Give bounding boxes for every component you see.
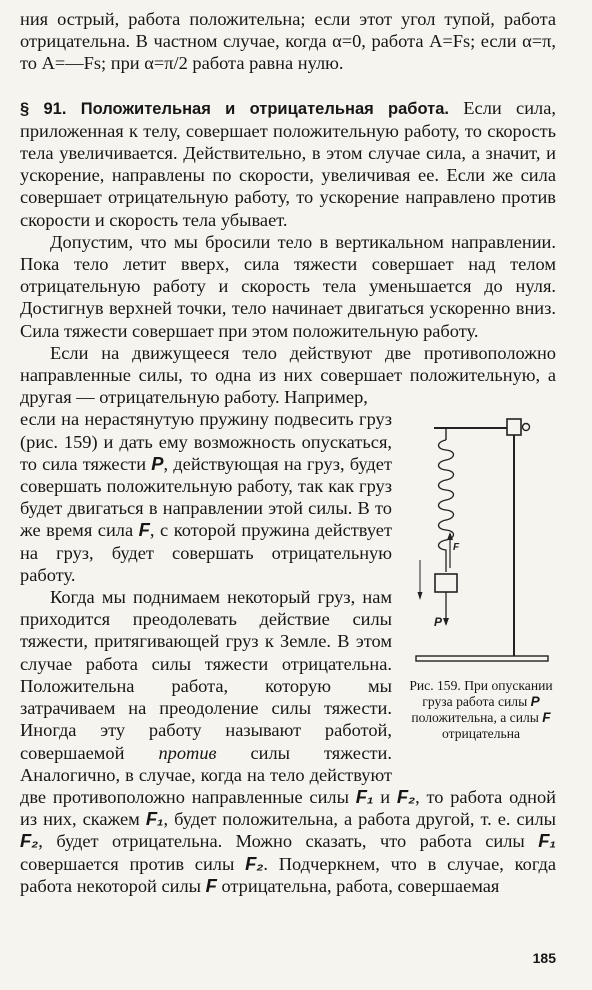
var-F-repeat: F: [205, 874, 217, 896]
var-F1-repeat: F₁: [145, 808, 164, 830]
caption-text-2: положительна, а силы: [411, 710, 543, 726]
var-F1: F₁: [355, 785, 374, 807]
spring-weight-diagram: [406, 410, 556, 672]
paragraph-thrown-body: Допустим, что мы бросили тело в вертикальном направлении. Пока тело летит вверх, сила тяжести совершает над телом отрицательную работу и скорость тела уменьшается до нуля. Достигнув верхней точки, тело начинает двигаться ускоренно вниз. Сила тяжести совершает при этом положительную работу.: [20, 231, 556, 341]
lifting-text-c: , то работа одной из них, скажем: [20, 786, 557, 830]
var-F2-third: F₂: [245, 852, 264, 874]
figure-caption: [406, 678, 556, 742]
force-F-label: F: [453, 542, 460, 554]
spring-text-2: , действующая на груз, будет совершать положительную работу, так как груз будет двигаться в направлении этой силы. В то же время сила: [20, 453, 392, 541]
force-P-label: P: [434, 615, 443, 630]
var-P: P: [151, 452, 164, 474]
spring-text-3: , с которой пружина действует на груз, будет совершать отрицательную работу.: [20, 520, 392, 585]
stand-base: [416, 656, 548, 661]
top-paragraph: ния острый, работа положительна; если этот угол тупой, работа отрицательна. В частном случае, когда α=0, работа A=Fs; если α=π, то A=—Fs; при α=π/2 работа равна нулю.: [20, 9, 556, 74]
var-F: F: [138, 519, 150, 541]
paragraph-two-forces-start: Если на движущееся тело действуют две противоположно направленные силы, то одна из них совершает положительную, а другая — отрицательную работу. Например,: [20, 342, 556, 408]
caption-var-F: F: [542, 710, 551, 726]
paragraph-two-forces: [20, 342, 556, 409]
var-F1-third: F₁: [538, 830, 556, 852]
weight-block: [435, 574, 457, 592]
lifting-text-f: совершается против силы: [20, 853, 246, 874]
section-lead-text: Если сила, приложенная к телу, совершает положительную работу, то скорость тела увеличивается. Действительно, в этом случае сила, а значит, и ускорение, направлены по скорости, увеличивая ее. Если же сила совершает отрицательную работу, то ускорение направлено против скорости и скорость тела убывает.: [20, 97, 556, 230]
var-F2-repeat: F₂: [20, 830, 39, 852]
text-column: [20, 8, 556, 897]
lifting-italic-word: против: [158, 742, 217, 763]
figure-159: [406, 410, 556, 762]
motion-arrowhead: [418, 592, 423, 600]
var-F2: F₂: [396, 785, 416, 807]
caption-var-P: P: [530, 694, 540, 710]
lifting-text-h: отрицательна, работа, совершаемая: [216, 875, 500, 896]
page-number: 185: [532, 950, 556, 966]
lifting-text-e: , будет отрицательна. Можно сказать, что работа силы: [38, 831, 539, 852]
lifting-text-g: . Подчеркнем, что в случае, когда работа некоторой силы: [20, 853, 556, 896]
conj-and: и: [373, 786, 397, 807]
caption-text-3: отрицательна: [441, 726, 521, 742]
lifting-text-a: Когда мы поднимаем некоторый груз, нам приходится преодолевать действие силы тяжести, притягивающей груз к Земле. В этом случае работа силы тяжести отрицательна. Положительна работа, которую мы затрачиваем на преодоление силы тяжести. Иногда эту работу называют работой, совершаемой: [20, 587, 392, 763]
lifting-text-b: силы тяжести. Аналогично, в случае, когда на тело действуют две противоположно направленные силы: [20, 742, 392, 807]
caption-text-1: Рис. 159. При опускании груза работа силы: [409, 678, 553, 710]
force-P-arrowhead: [443, 618, 449, 626]
section-heading: § 91. Положительная и отрицательная работа.: [20, 99, 449, 118]
lifting-text-d: , будет положительна, а работа другой, т. е. силы: [163, 809, 557, 830]
force-F-arrowhead: [447, 532, 453, 540]
spring-text-1: если на нерастянутую пружину подвесить груз (рис. 159) и дать ему возможность опускаться, то сила тяжести: [20, 409, 392, 474]
section-91-paragraph: [20, 97, 556, 231]
stand-clamp: [507, 419, 521, 435]
spring: [439, 440, 454, 572]
clamp-screw: [523, 424, 530, 431]
